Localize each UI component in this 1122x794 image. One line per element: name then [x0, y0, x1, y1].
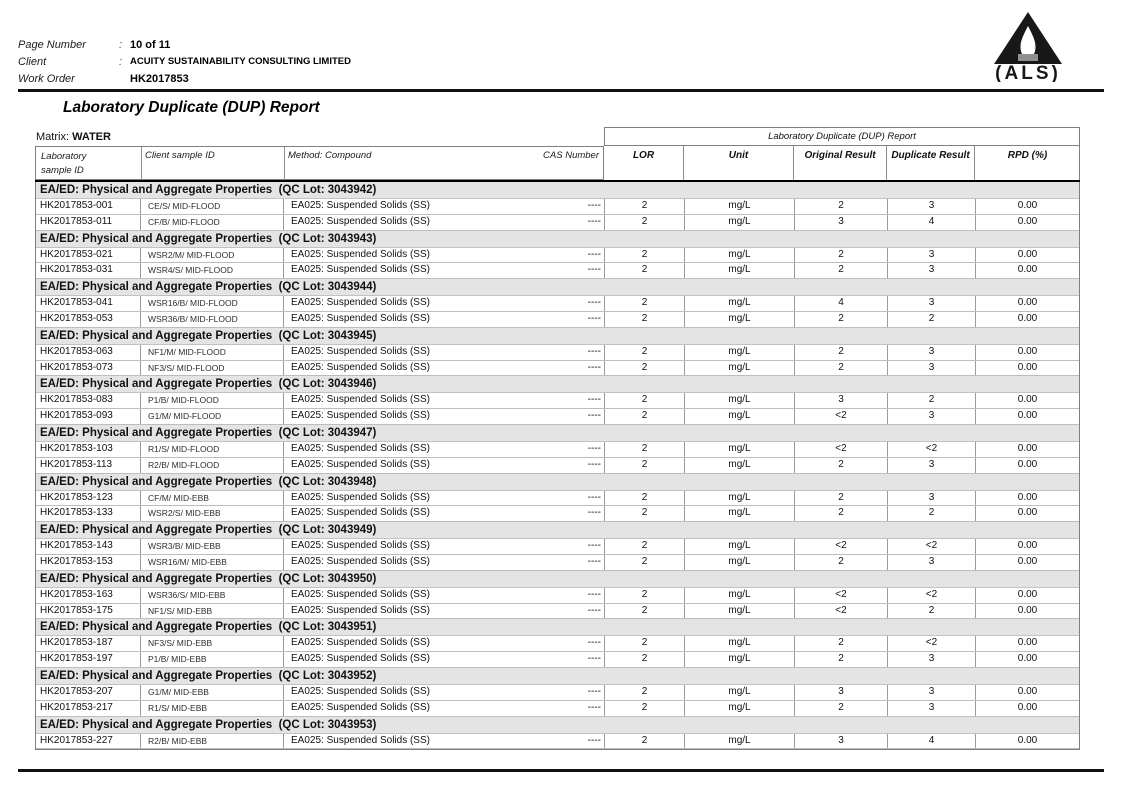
- rpd-cell: 0.00: [1017, 248, 1038, 260]
- col-header-cas-number: CAS Number: [543, 150, 599, 161]
- original-result-cell: 2: [795, 506, 888, 521]
- cas-number-cell: ----: [561, 296, 605, 311]
- group-header-row: EA/ED: Physical and Aggregate Properties (QC Lot: 3043943): [36, 231, 1079, 248]
- lor-cell: 2: [605, 636, 685, 651]
- table-row: [36, 734, 1079, 750]
- col-header-original-result: Original Result: [794, 146, 887, 180]
- duplicate-result-cell: 3: [888, 555, 976, 570]
- column-divider: [284, 147, 285, 179]
- table-row: [36, 588, 1079, 604]
- table-row: [36, 652, 1079, 668]
- work-order-value: HK2017853: [130, 73, 189, 85]
- client-sample-id-cell: P1/B/ MID-EBB: [141, 652, 284, 667]
- method-compound-cell: EA025: Suspended Solids (SS): [291, 734, 430, 746]
- original-result-cell: 2: [795, 701, 888, 716]
- duplicate-result-cell: <2: [888, 636, 976, 651]
- matrix-label: Matrix:: [36, 131, 69, 143]
- client-sample-id-cell: WSR16/M/ MID-EBB: [141, 555, 284, 570]
- unit-cell: mg/L: [685, 199, 795, 214]
- page-number-field: [18, 39, 351, 56]
- rpd-cell: 0.00: [1017, 588, 1038, 600]
- table-header: [35, 127, 1080, 182]
- lab-sample-id-cell: HK2017853-227: [36, 734, 141, 749]
- lab-sample-id-cell: HK2017853-217: [36, 701, 141, 716]
- method-compound-cell: EA025: Suspended Solids (SS): [291, 653, 430, 665]
- lab-sample-id-cell: HK2017853-073: [36, 361, 141, 376]
- header-divider-rule: [18, 89, 1104, 92]
- original-result-cell: 3: [795, 685, 888, 700]
- lor-cell: 2: [605, 539, 685, 554]
- unit-cell: mg/L: [685, 393, 795, 408]
- column-divider: [141, 147, 142, 179]
- rpd-cell: 0.00: [1017, 345, 1038, 357]
- client-field: [18, 56, 351, 73]
- duplicate-result-cell: 3: [888, 263, 976, 278]
- method-compound-cell: EA025: Suspended Solids (SS): [291, 491, 430, 503]
- duplicate-result-cell: 2: [888, 506, 976, 521]
- cas-number-cell: ----: [561, 312, 605, 327]
- lor-cell: 2: [605, 701, 685, 716]
- lor-cell: 2: [605, 263, 685, 278]
- lor-cell: 2: [605, 345, 685, 360]
- client-sample-id-cell: P1/B/ MID-FLOOD: [141, 393, 284, 408]
- lab-sample-id-cell: HK2017853-001: [36, 199, 141, 214]
- cas-number-cell: ----: [561, 539, 605, 554]
- original-result-cell: <2: [795, 588, 888, 603]
- original-result-cell: <2: [795, 409, 888, 424]
- unit-cell: mg/L: [685, 215, 795, 230]
- col-header-duplicate-result: Duplicate Result: [887, 146, 975, 180]
- rpd-cell: 0.00: [1017, 507, 1038, 519]
- method-compound-cell: EA025: Suspended Solids (SS): [291, 701, 430, 713]
- unit-cell: mg/L: [685, 588, 795, 603]
- original-result-cell: 2: [795, 652, 888, 667]
- original-result-cell: 2: [795, 263, 888, 278]
- cas-number-cell: ----: [561, 199, 605, 214]
- laboratory-line1: Laboratory: [41, 151, 87, 162]
- col-header-laboratory-sample-id: [41, 150, 86, 178]
- table-row: [36, 604, 1079, 620]
- group-header-row: EA/ED: Physical and Aggregate Properties (QC Lot: 3043949): [36, 522, 1079, 539]
- duplicate-result-cell: 2: [888, 393, 976, 408]
- original-result-cell: 3: [795, 215, 888, 230]
- method-compound-cell: EA025: Suspended Solids (SS): [291, 345, 430, 357]
- rpd-cell: 0.00: [1017, 701, 1038, 713]
- method-compound-cell: EA025: Suspended Solids (SS): [291, 200, 430, 211]
- cas-number-cell: ----: [561, 442, 605, 457]
- footer-divider-rule: [18, 769, 1104, 772]
- group-header-row: EA/ED: Physical and Aggregate Properties (QC Lot: 3043945): [36, 328, 1079, 345]
- lab-sample-id-cell: HK2017853-093: [36, 409, 141, 424]
- table-row: [36, 636, 1079, 652]
- col-header-unit: Unit: [684, 146, 794, 180]
- client-sample-id-cell: R1/S/ MID-EBB: [141, 701, 284, 716]
- col-header-lor: LOR: [604, 146, 684, 180]
- original-result-cell: 2: [795, 636, 888, 651]
- duplicate-result-cell: 4: [888, 215, 976, 230]
- unit-cell: mg/L: [685, 555, 795, 570]
- client-sample-id-cell: CE/S/ MID-FLOOD: [141, 199, 284, 214]
- lor-cell: 2: [605, 734, 685, 749]
- client-sample-id-cell: CF/M/ MID-EBB: [141, 491, 284, 506]
- client-sample-id-cell: R2/B/ MID-FLOOD: [141, 458, 284, 473]
- sub-header-row: [604, 146, 1080, 180]
- duplicate-result-cell: 3: [888, 296, 976, 311]
- method-compound-cell: EA025: Suspended Solids (SS): [291, 540, 430, 552]
- work-order-label: Work Order: [18, 73, 75, 85]
- unit-cell: mg/L: [685, 539, 795, 554]
- field-separator: :: [119, 56, 123, 68]
- table-body: [35, 182, 1080, 750]
- field-separator: :: [119, 39, 123, 51]
- table-row: [36, 555, 1079, 571]
- client-sample-id-cell: NF1/S/ MID-EBB: [141, 604, 284, 619]
- duplicate-result-cell: 3: [888, 685, 976, 700]
- method-compound-cell: EA025: Suspended Solids (SS): [291, 297, 430, 309]
- cas-number-cell: ----: [561, 361, 605, 376]
- unit-cell: mg/L: [685, 458, 795, 473]
- duplicate-result-cell: 3: [888, 248, 976, 263]
- page-number-label: Page Number: [18, 39, 86, 51]
- unit-cell: mg/L: [685, 506, 795, 521]
- table-row: [36, 263, 1079, 279]
- lor-cell: 2: [605, 491, 685, 506]
- lor-cell: 2: [605, 588, 685, 603]
- duplicate-result-cell: 3: [888, 199, 976, 214]
- rpd-cell: 0.00: [1017, 297, 1038, 309]
- group-header-row: EA/ED: Physical and Aggregate Properties (QC Lot: 3043953): [36, 717, 1079, 734]
- duplicate-result-cell: 3: [888, 701, 976, 716]
- method-compound-cell: EA025: Suspended Solids (SS): [291, 264, 430, 276]
- original-result-cell: 2: [795, 199, 888, 214]
- client-sample-id-cell: WSR2/S/ MID-EBB: [141, 506, 284, 521]
- method-compound-cell: EA025: Suspended Solids (SS): [291, 394, 430, 406]
- duplicate-result-cell: 2: [888, 312, 976, 327]
- duplicate-result-cell: 3: [888, 409, 976, 424]
- rpd-cell: 0.00: [1017, 685, 1038, 697]
- method-compound-cell: EA025: Suspended Solids (SS): [291, 604, 430, 616]
- lab-sample-id-cell: HK2017853-053: [36, 312, 141, 327]
- lor-cell: 2: [605, 361, 685, 376]
- duplicate-result-cell: 2: [888, 604, 976, 619]
- cas-number-cell: ----: [561, 345, 605, 360]
- cas-number-cell: ----: [561, 458, 605, 473]
- method-compound-cell: EA025: Suspended Solids (SS): [291, 507, 430, 519]
- client-sample-id-cell: G1/M/ MID-EBB: [141, 685, 284, 700]
- group-header-row: EA/ED: Physical and Aggregate Properties (QC Lot: 3043951): [36, 619, 1079, 636]
- lab-sample-id-cell: HK2017853-123: [36, 491, 141, 506]
- original-result-cell: 2: [795, 555, 888, 570]
- lab-sample-id-cell: HK2017853-163: [36, 588, 141, 603]
- method-compound-cell: EA025: Suspended Solids (SS): [291, 248, 430, 260]
- unit-cell: mg/L: [685, 604, 795, 619]
- client-sample-id-cell: NF3/S/ MID-FLOOD: [141, 361, 284, 376]
- lab-sample-id-cell: HK2017853-187: [36, 636, 141, 651]
- logo-text: (ALS): [995, 63, 1061, 82]
- lor-cell: 2: [605, 296, 685, 311]
- laboratory-line2: sample ID: [41, 165, 84, 176]
- lab-sample-id-cell: HK2017853-031: [36, 263, 141, 278]
- cas-number-cell: ----: [561, 604, 605, 619]
- method-compound-cell: EA025: Suspended Solids (SS): [291, 637, 430, 649]
- table-row: [36, 442, 1079, 458]
- col-header-method-compound: Method: Compound: [288, 150, 372, 161]
- page-header: [18, 39, 351, 90]
- matrix-value: WATER: [72, 131, 111, 143]
- table-row: [36, 409, 1079, 425]
- table-row: [36, 215, 1079, 231]
- method-compound-cell: EA025: Suspended Solids (SS): [291, 361, 430, 373]
- method-compound-cell: EA025: Suspended Solids (SS): [291, 685, 430, 697]
- duplicate-result-cell: 3: [888, 458, 976, 473]
- table-row: [36, 312, 1079, 328]
- dup-report-table: [35, 127, 1080, 750]
- lor-cell: 2: [605, 442, 685, 457]
- client-sample-id-cell: R1/S/ MID-FLOOD: [141, 442, 284, 457]
- rpd-cell: 0.00: [1017, 394, 1038, 406]
- rpd-cell: 0.00: [1017, 442, 1038, 454]
- original-result-cell: 2: [795, 248, 888, 263]
- lab-sample-id-cell: HK2017853-103: [36, 442, 141, 457]
- duplicate-result-cell: 4: [888, 734, 976, 749]
- work-order-field: [18, 73, 351, 90]
- unit-cell: mg/L: [685, 409, 795, 424]
- rpd-cell: 0.00: [1017, 458, 1038, 470]
- lab-sample-id-cell: HK2017853-083: [36, 393, 141, 408]
- rpd-cell: 0.00: [1017, 410, 1038, 422]
- rpd-cell: 0.00: [1017, 264, 1038, 276]
- client-sample-id-cell: NF3/S/ MID-EBB: [141, 636, 284, 651]
- cas-number-cell: ----: [561, 491, 605, 506]
- unit-cell: mg/L: [685, 361, 795, 376]
- lab-sample-id-cell: HK2017853-143: [36, 539, 141, 554]
- cas-number-cell: ----: [561, 652, 605, 667]
- logo-burner: [1018, 54, 1038, 61]
- cas-number-cell: ----: [561, 506, 605, 521]
- unit-cell: mg/L: [685, 701, 795, 716]
- original-result-cell: 2: [795, 312, 888, 327]
- left-header-box: [35, 146, 604, 180]
- method-compound-cell: EA025: Suspended Solids (SS): [291, 410, 430, 422]
- client-sample-id-cell: G1/M/ MID-FLOOD: [141, 409, 284, 424]
- client-sample-id-cell: WSR36/B/ MID-FLOOD: [141, 312, 284, 327]
- original-result-cell: <2: [795, 539, 888, 554]
- table-row: [36, 361, 1079, 377]
- unit-cell: mg/L: [685, 345, 795, 360]
- method-compound-cell: EA025: Suspended Solids (SS): [291, 442, 430, 454]
- lab-sample-id-cell: HK2017853-011: [36, 215, 141, 230]
- lor-cell: 2: [605, 555, 685, 570]
- client-label: Client: [18, 56, 47, 68]
- table-row: [36, 393, 1079, 409]
- table-row: [36, 296, 1079, 312]
- rpd-cell: 0.00: [1017, 555, 1038, 567]
- table-row: [36, 491, 1079, 507]
- original-result-cell: 2: [795, 361, 888, 376]
- rpd-cell: 0.00: [1017, 361, 1038, 373]
- table-row: [36, 539, 1079, 555]
- client-sample-id-cell: WSR4/S/ MID-FLOOD: [141, 263, 284, 278]
- col-header-rpd: RPD (%): [1007, 150, 1048, 161]
- cas-number-cell: ----: [561, 685, 605, 700]
- table-row: [36, 248, 1079, 264]
- unit-cell: mg/L: [685, 491, 795, 506]
- duplicate-result-cell: <2: [888, 588, 976, 603]
- unit-cell: mg/L: [685, 296, 795, 311]
- rpd-cell: 0.00: [1017, 312, 1038, 324]
- table-row: [36, 701, 1079, 717]
- lab-sample-id-cell: HK2017853-197: [36, 652, 141, 667]
- group-header-row: EA/ED: Physical and Aggregate Properties (QC Lot: 3043942): [36, 182, 1079, 199]
- lor-cell: 2: [605, 248, 685, 263]
- cas-number-cell: ----: [561, 734, 605, 749]
- als-logo-graphic: [990, 10, 1066, 82]
- group-header-row: EA/ED: Physical and Aggregate Properties (QC Lot: 3043947): [36, 425, 1079, 442]
- duplicate-result-cell: 3: [888, 361, 976, 376]
- lor-cell: 2: [605, 604, 685, 619]
- method-compound-cell: EA025: Suspended Solids (SS): [291, 312, 430, 324]
- lab-sample-id-cell: HK2017853-021: [36, 248, 141, 263]
- rpd-cell: 0.00: [1017, 604, 1038, 616]
- lab-sample-id-cell: HK2017853-133: [36, 506, 141, 521]
- rpd-cell: 0.00: [1017, 734, 1038, 746]
- client-sample-id-cell: WSR36/S/ MID-EBB: [141, 588, 284, 603]
- als-logo: [990, 10, 1066, 87]
- lor-cell: 2: [605, 393, 685, 408]
- method-compound-cell: EA025: Suspended Solids (SS): [291, 458, 430, 470]
- lor-cell: 2: [605, 312, 685, 327]
- unit-cell: mg/L: [685, 248, 795, 263]
- lor-cell: 2: [605, 506, 685, 521]
- cas-number-cell: ----: [561, 263, 605, 278]
- method-compound-cell: EA025: Suspended Solids (SS): [291, 215, 430, 227]
- rpd-cell: 0.00: [1017, 215, 1038, 227]
- client-sample-id-cell: WSR3/B/ MID-EBB: [141, 539, 284, 554]
- cas-number-cell: ----: [561, 248, 605, 263]
- rpd-cell: 0.00: [1017, 637, 1038, 649]
- duplicate-result-cell: 3: [888, 652, 976, 667]
- original-result-cell: 3: [795, 393, 888, 408]
- col-header-client-sample-id: Client sample ID: [145, 150, 215, 161]
- lor-cell: 2: [605, 199, 685, 214]
- original-result-cell: 2: [795, 458, 888, 473]
- lab-sample-id-cell: HK2017853-153: [36, 555, 141, 570]
- unit-cell: mg/L: [685, 685, 795, 700]
- lor-cell: 2: [605, 458, 685, 473]
- rpd-cell: 0.00: [1017, 491, 1038, 503]
- page-number-value: 10 of 11: [130, 39, 171, 51]
- group-header-row: EA/ED: Physical and Aggregate Properties (QC Lot: 3043944): [36, 279, 1079, 296]
- lor-cell: 2: [605, 652, 685, 667]
- cas-number-cell: ----: [561, 588, 605, 603]
- lab-sample-id-cell: HK2017853-041: [36, 296, 141, 311]
- unit-cell: mg/L: [685, 263, 795, 278]
- unit-cell: mg/L: [685, 312, 795, 327]
- method-compound-cell: EA025: Suspended Solids (SS): [291, 555, 430, 567]
- cas-number-cell: ----: [561, 215, 605, 230]
- original-result-cell: 2: [795, 345, 888, 360]
- client-sample-id-cell: NF1/M/ MID-FLOOD: [141, 345, 284, 360]
- client-sample-id-cell: CF/B/ MID-FLOOD: [141, 215, 284, 230]
- client-value: ACUITY SUSTAINABILITY CONSULTING LIMITED: [130, 56, 351, 67]
- original-result-cell: 4: [795, 296, 888, 311]
- table-row: [36, 685, 1079, 701]
- report-title: Laboratory Duplicate (DUP) Report: [63, 99, 320, 116]
- client-sample-id-cell: WSR2/M/ MID-FLOOD: [141, 248, 284, 263]
- lor-cell: 2: [605, 685, 685, 700]
- cas-number-cell: ----: [561, 393, 605, 408]
- original-result-cell: 2: [795, 491, 888, 506]
- group-header-row: EA/ED: Physical and Aggregate Properties (QC Lot: 3043948): [36, 474, 1079, 491]
- table-row: [36, 199, 1079, 215]
- group-header-row: EA/ED: Physical and Aggregate Properties (QC Lot: 3043952): [36, 668, 1079, 685]
- duplicate-result-cell: <2: [888, 539, 976, 554]
- rpd-cell: 0.00: [1017, 653, 1038, 665]
- client-sample-id-cell: WSR16/B/ MID-FLOOD: [141, 296, 284, 311]
- lab-sample-id-cell: HK2017853-063: [36, 345, 141, 360]
- lor-cell: 2: [605, 215, 685, 230]
- cas-number-cell: ----: [561, 636, 605, 651]
- lor-cell: 2: [605, 409, 685, 424]
- rpd-cell: 0.00: [1017, 200, 1038, 211]
- client-sample-id-cell: R2/B/ MID-EBB: [141, 734, 284, 749]
- original-result-cell: 3: [795, 734, 888, 749]
- unit-cell: mg/L: [685, 652, 795, 667]
- cas-number-cell: ----: [561, 701, 605, 716]
- duplicate-result-cell: 3: [888, 491, 976, 506]
- unit-cell: mg/L: [685, 734, 795, 749]
- cas-number-cell: ----: [561, 555, 605, 570]
- group-header-row: EA/ED: Physical and Aggregate Properties (QC Lot: 3043950): [36, 571, 1079, 588]
- unit-cell: mg/L: [685, 442, 795, 457]
- duplicate-result-cell: 3: [888, 345, 976, 360]
- cas-number-cell: ----: [561, 409, 605, 424]
- span-header-dup-report: Laboratory Duplicate (DUP) Report: [604, 127, 1080, 146]
- method-compound-cell: EA025: Suspended Solids (SS): [291, 588, 430, 600]
- group-header-row: EA/ED: Physical and Aggregate Properties (QC Lot: 3043946): [36, 376, 1079, 393]
- lab-sample-id-cell: HK2017853-207: [36, 685, 141, 700]
- table-row: [36, 345, 1079, 361]
- table-row: [36, 458, 1079, 474]
- original-result-cell: <2: [795, 442, 888, 457]
- duplicate-result-cell: <2: [888, 442, 976, 457]
- lab-sample-id-cell: HK2017853-113: [36, 458, 141, 473]
- unit-cell: mg/L: [685, 636, 795, 651]
- rpd-cell: 0.00: [1017, 540, 1038, 552]
- table-row: [36, 506, 1079, 522]
- original-result-cell: <2: [795, 604, 888, 619]
- lab-sample-id-cell: HK2017853-175: [36, 604, 141, 619]
